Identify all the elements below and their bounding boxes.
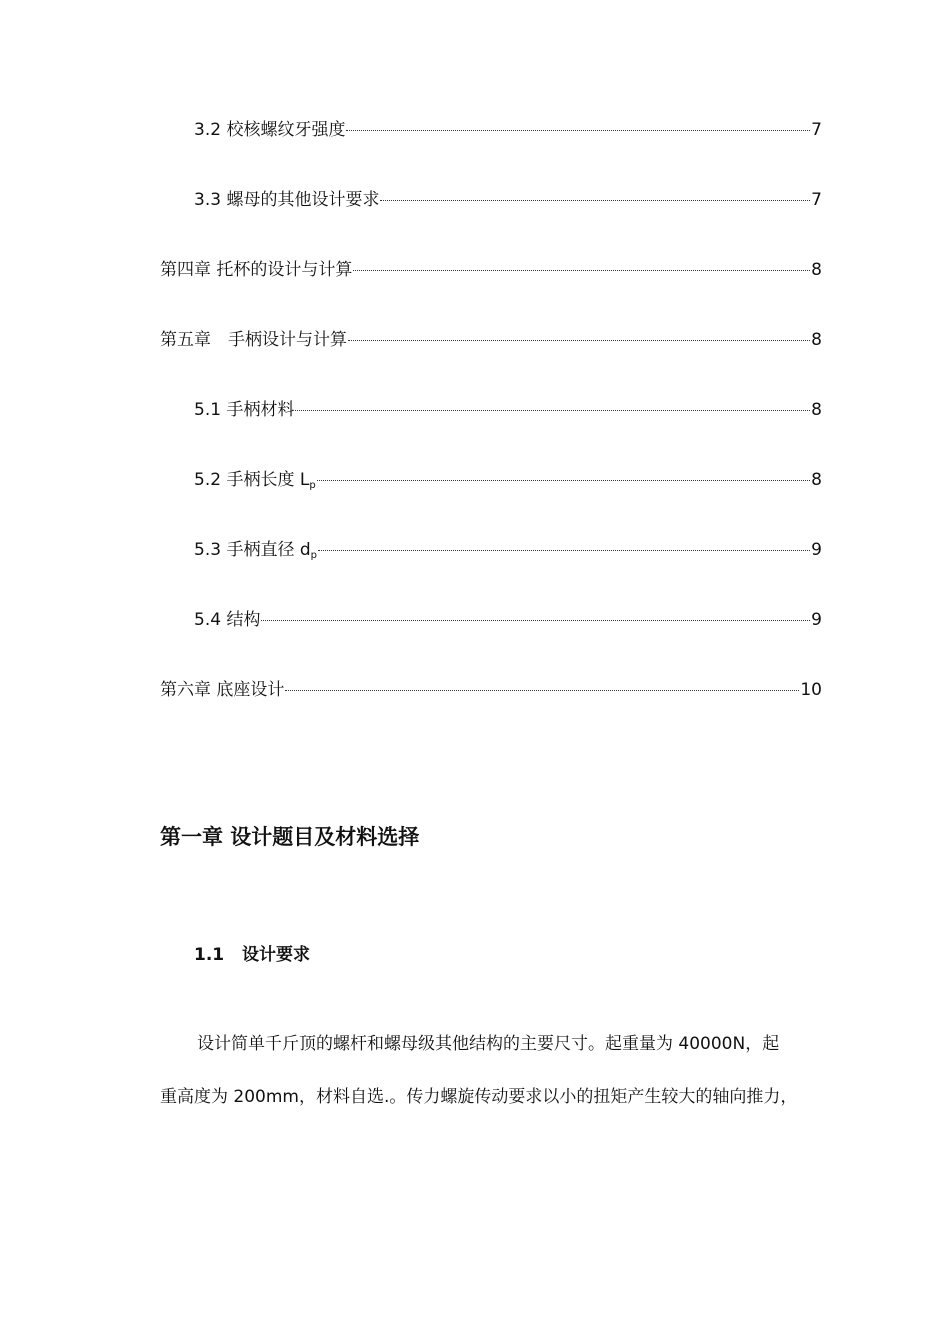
section-heading [194,943,310,967]
toc-leader-dots [317,480,810,481]
toc-entry-title: 第五章 手柄设计与计算 [160,330,347,350]
toc-page-number: 10 [800,680,822,700]
toc-entry [194,609,822,634]
toc-page-number: 9 [811,610,822,630]
toc-entry-title: 5.3 手柄直径 $d_p$ [194,540,317,561]
paragraph-line: 设计简单千斤顶的螺杆和螺母级其他结构的主要尺寸。起重量为 40000N，起 [197,1034,780,1054]
toc-entry [160,679,822,704]
toc-entry-title: 3.3 螺母的其他设计要求 [194,190,380,210]
toc-page-number: 9 [811,540,822,560]
toc-entry-title: 第六章 底座设计 [160,680,285,700]
toc-entry [160,329,822,354]
section-title: 设计要求 [242,945,310,965]
toc-page-number: 7 [811,190,822,210]
toc-entry [194,469,822,494]
toc-entry [160,259,822,284]
paragraph-line: 重高度为 200mm，材料自选.。传力螺旋传动要求以小的扭矩产生较大的轴向推力， [160,1087,798,1107]
chapter-heading: 第一章 设计题目及材料选择 [160,825,420,849]
toc-entry [194,399,822,424]
toc-page-number: 8 [811,260,822,280]
toc-entry [194,119,822,144]
toc-leader-dots [295,410,810,411]
toc-page-number: 8 [811,330,822,350]
toc-entry [194,189,822,214]
toc-entry-title: 5.2 手柄长度 $L_p$ [194,470,316,491]
toc-leader-dots [380,200,810,201]
toc-leader-dots [353,270,810,271]
section-number: 1.1 [194,945,225,965]
toc-entry-title: 3.2 校核螺纹牙强度 [194,120,346,140]
toc-leader-dots [318,550,810,551]
toc-leader-dots [285,690,799,691]
toc-page-number: 8 [811,400,822,420]
toc-entry-title: 5.4 结构 [194,610,261,630]
body-paragraph [160,1030,852,1136]
toc-page-number: 8 [811,470,822,490]
toc-leader-dots [346,130,810,131]
toc-page-number: 7 [811,120,822,140]
toc-leader-dots [348,340,810,341]
toc-entry [194,539,822,564]
toc-entry-title: 5.1 手柄材料 [194,400,295,420]
toc-leader-dots [261,620,810,621]
toc-entry-title: 第四章 托杯的设计与计算 [160,260,353,280]
